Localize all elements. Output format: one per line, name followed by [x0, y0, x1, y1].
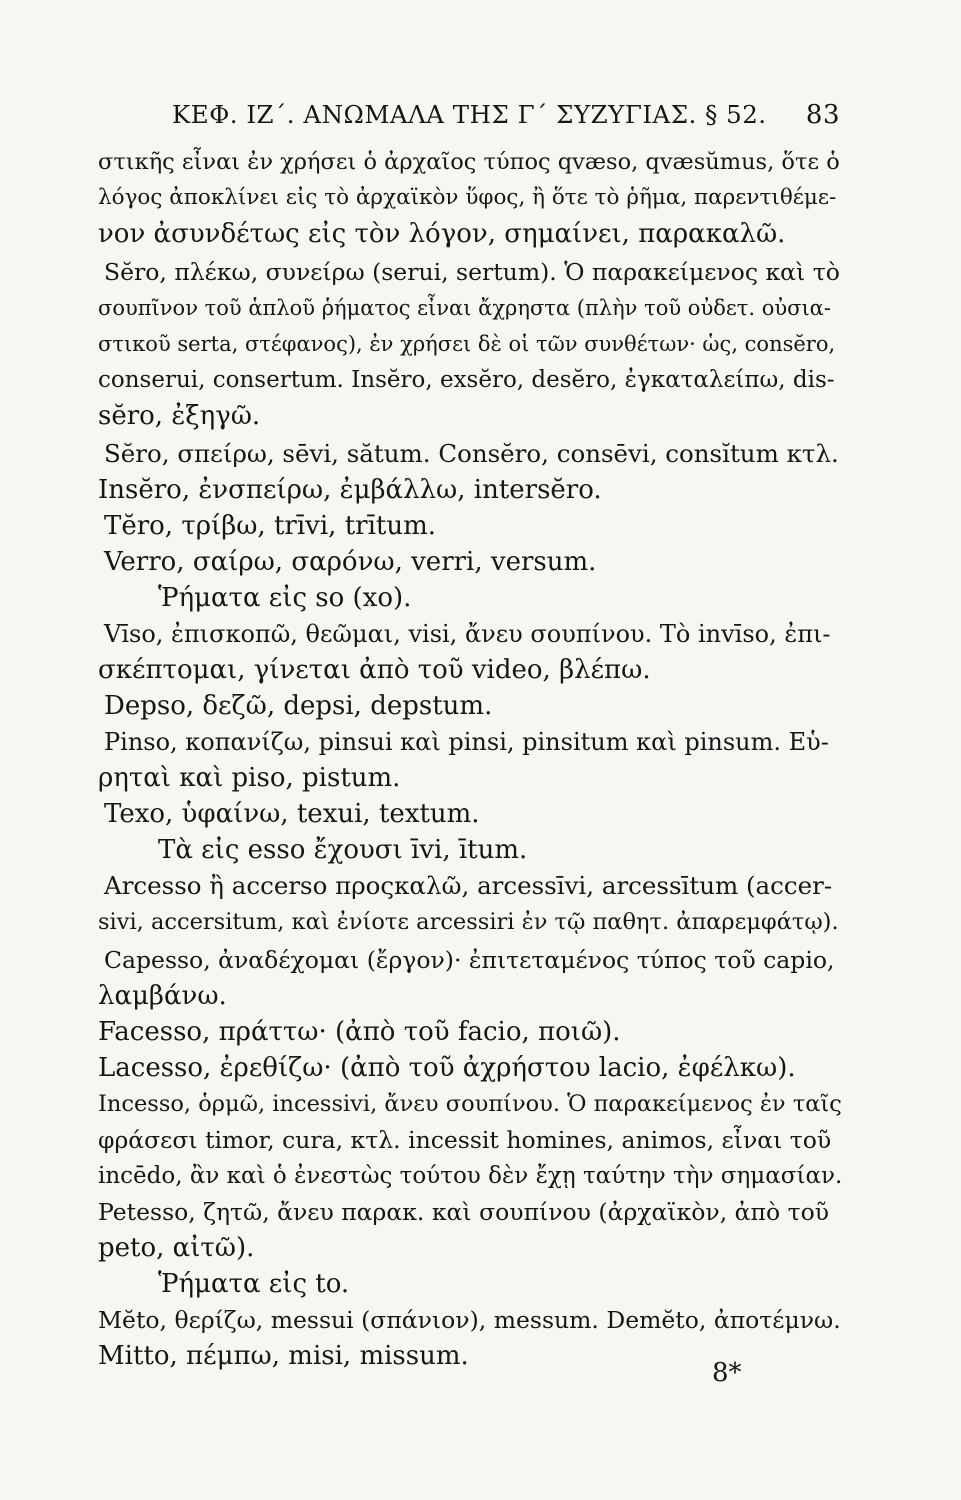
- text-line: Sĕro, σπείρω, sēvi, sătum. Consĕro, consēvi, consĭtum κτλ.: [104, 439, 839, 468]
- text-line: Texo, ὑφαίνω, texui, textum.: [104, 799, 480, 829]
- text-line: Tĕro, τρίβω, trīvi, trītum.: [104, 511, 436, 541]
- text-line: στικοῦ serta, στέφανος), ἐν χρήσει δὲ οἱ τῶν συνθέτων· ὡς, consĕro,: [98, 332, 836, 356]
- page-number: 83: [805, 100, 840, 130]
- text-line: Sĕro, πλέκω, συνείρω (serui, sertum). Ὁ παρακείμενος καὶ τὸ: [104, 258, 840, 286]
- text-line: στικῆς εἶναι ἐν χρήσει ὁ ἀρχαῖος τύπος qvæso, qvæsŭmus, ὅτε ὁ: [98, 149, 840, 175]
- text-line: Incesso, ὁρμῶ, incessivi, ἄνευ σουπίνου. Ὁ παρακείμενος ἐν ταῖς: [98, 1091, 842, 1117]
- text-line: Capesso, ἀναδέχομαι (ἔργον)· ἐπιτεταμένος τύπος τοῦ capio,: [104, 946, 835, 974]
- section-heading: Ῥήματα εἰς to.: [158, 1269, 350, 1299]
- section-heading: Τὰ εἰς esso ἔχουσι īvi, ītum.: [158, 835, 528, 865]
- text-line: σουπῖνον τοῦ ἁπλοῦ ῥήματος εἶναι ἄχρηστα (πλὴν τοῦ οὐδετ. οὐσια-: [98, 296, 831, 320]
- text-line: ρηταὶ καὶ piso, pistum.: [98, 763, 401, 793]
- text-line: σκέπτομαι, γίνεται ἀπὸ τοῦ video, βλέπω.: [98, 655, 651, 685]
- text-line: Vīso, ἐπισκοπῶ, θεῶμαι, visi, ἄνευ σουπίνου. Τὸ invīso, ἐπι-: [104, 620, 831, 648]
- text-line: Arcesso ἢ accerso προςκαλῶ, arcessīvi, arcessītum (accer-: [104, 871, 833, 900]
- text-line: Mitto, πέμπω, misi, missum.: [98, 1341, 469, 1371]
- text-line: Insĕro, ἐνσπείρω, ἐμβάλλω, intersĕro.: [98, 475, 602, 505]
- text-line: conserui, consertum. Insĕro, exsĕro, desĕro, ἐγκαταλείπω, dis-: [98, 367, 835, 393]
- text-line: Lacesso, ἐρεθίζω· (ἀπὸ τοῦ ἀχρήστου lacio, ἐφέλκω).: [98, 1053, 796, 1083]
- text-line: νον ἀσυνδέτως εἰς τὸν λόγον, σημαίνει, παρακαλῶ.: [98, 219, 786, 249]
- text-line: sĕro, ἐξηγῶ.: [98, 401, 261, 431]
- text-line: Petesso, ζητῶ, ἄνευ παρακ. καὶ σουπίνου (ἀρχαϊκὸν, ἀπὸ τοῦ: [98, 1198, 830, 1226]
- text-line: Depso, δεζῶ, depsi, depstum.: [104, 691, 493, 721]
- text-line: sivi, accersitum, καὶ ἐνίοτε arcessiri ἐν τῷ παθητ. ἀπαρεμφάτῳ).: [98, 909, 839, 935]
- text-line: Pinso, κοπανίζω, pinsui καὶ pinsi, pinsitum καὶ pinsum. Εὑ-: [104, 728, 829, 756]
- text-line: λόγος ἀποκλίνει εἰς τὸ ἀρχαϊκὸν ὕφος, ἢ ὅτε τὸ ῥῆμα, παρεντιθέμε-: [98, 185, 837, 210]
- text-line: Mĕto, θερίζω, messui (σπάνιον), messum. Demĕto, ἀποτέμνω.: [98, 1306, 841, 1334]
- signature-mark: 8*: [712, 1358, 742, 1388]
- text-line: incēdo, ἂν καὶ ὁ ἐνεστὼς τούτου δὲν ἔχῃ ταύτην τὴν σημασίαν.: [98, 1163, 843, 1189]
- running-header: [172, 100, 840, 140]
- text-line: φράσεσι timor, cura, κτλ. incessit homines, animos, εἶναι τοῦ: [98, 1126, 832, 1154]
- text-line: Verro, σαίρω, σαρόνω, verri, versum.: [104, 547, 597, 577]
- chapter-heading: ΚΕΦ. ΙΖ΄. ΑΝΩΜΑΛΑ ΤΗΣ Γ΄ ΣΥΖΥΓΙΑΣ. § 52.: [172, 100, 767, 129]
- text-line: peto, αἰτῶ).: [98, 1233, 255, 1263]
- text-line: Facesso, πράττω· (ἀπὸ τοῦ facio, ποιῶ).: [98, 1017, 621, 1047]
- section-heading: Ῥήματα εἰς so (xo).: [158, 583, 412, 613]
- text-line: λαμβάνω.: [98, 981, 227, 1011]
